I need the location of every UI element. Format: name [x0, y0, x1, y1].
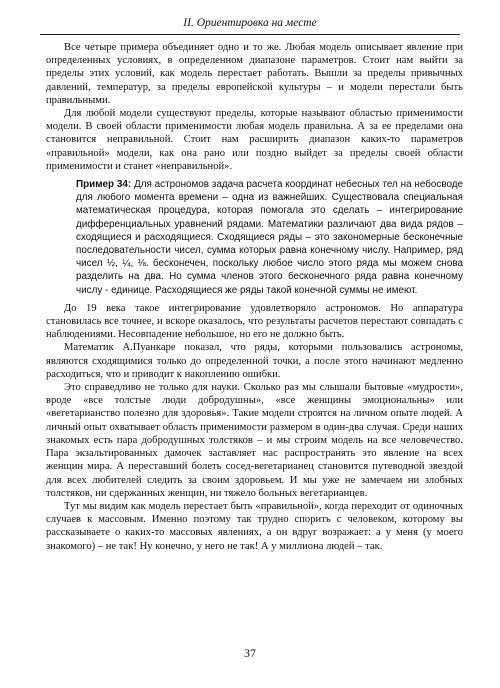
paragraph-2: Для любой модели существуют пределы, которые называют областью применимости модели. В своей области применимости любая модель правильна. А за ее пределами она становится неправильной. Стоит нам расширить диапазон каких-то параметров «правильной» модели, как она рано или поздно выйдет за пределы своей области применимости и станет «неправильной».	[46, 108, 463, 172]
body-text	[46, 41, 463, 553]
example-block	[76, 178, 463, 297]
example-label: Пример 34:	[76, 179, 132, 191]
paragraph-4: Математик А.Пуанкаре показал, что ряды, которыми пользовались астрономы, являются сходящимися только до определенной точки, а после этого начинают медленно расходиться, что и приводит к накоплению ошибки.	[46, 342, 463, 380]
page-number: 37	[244, 646, 256, 660]
example-text: Для астрономов задача расчета координат небесных тел на небосводе для любого момента времени – одна из важнейших. Существовала специальная математическая процедура, которая помогала это сделать – интегрирование дифференциальных уравнений рядами. Математики различают два вида рядов – сходящиеся и расходящиеся. Сходящиеся ряды – это закономерные бесконечные последовательности чисел, сумма которых равна конечному числу. Например, ряд чисел ½, ¼, ⅛. бесконечен, поскольку любое число этого ряда мы можем снова разделить на два. Но сумма членов этого бесконечного ряда равна конечному числу - единице. Расходящиеся же ряды такой конечной суммы не имеют.	[76, 179, 464, 296]
paragraph-3: До 19 века такое интегрирование удовлетворяло астрономов. Но аппаратура становилась все точнее, и вскоре оказалось, что результаты расчетов перестают совпадать с наблюдениями. Несовпадение небольшое, но его не должно быть.	[46, 302, 463, 341]
running-head: II. Ориентировка на месте	[183, 17, 317, 29]
paragraph-1: Все четыре примера объединяет одно и то же. Любая модель описывает явление при определенных условиях, в определенном диапазоне параметров. Стоит нам выйти за пределы этих условий, как модель перестает работать. Вышли за пределы привычных давлений, температур, за пределы европейской культуры – и модели перестали быть правильными.	[46, 42, 463, 106]
paragraph-5: Это справедливо не только для науки. Сколько раз мы слышали бытовые «мудрости», вроде «все толстые люди добродушны», «все женщины эмоциональны» или «вегетарианство полезно для здоровья». Такие модели строятся на личном опыте людей. А личный опыт охватывает область применимости размером в один-два случая. Среди наших знакомых есть пара добродушных толстяков – и мы строим модель на все человечество. Пара экзальтированных дамочек заставляет нас распространять это явление на всех женщин мира. А переставший болеть сосед-вегетарианец становится путеводной звездой для всех любителей следить за своим здоровьем. И мы уже не замечаем ни злобных толстяков, ни сдержанных женщин, ни тяжело больных вегетарианцев.	[46, 382, 463, 499]
paragraph-6: Тут мы видим как модель перестает быть «правильной», когда переходит от одиночных случаев к массовым. Именно поэтому так трудно спорить с человеком, которому вы рассказываете о каких-то массовых явлениях, а он вдруг возражает: а у меня (у моего знакомого) – не так! Ну конечно, у него не так! А у миллиона людей – так.	[46, 500, 463, 552]
header-rule	[40, 34, 460, 35]
